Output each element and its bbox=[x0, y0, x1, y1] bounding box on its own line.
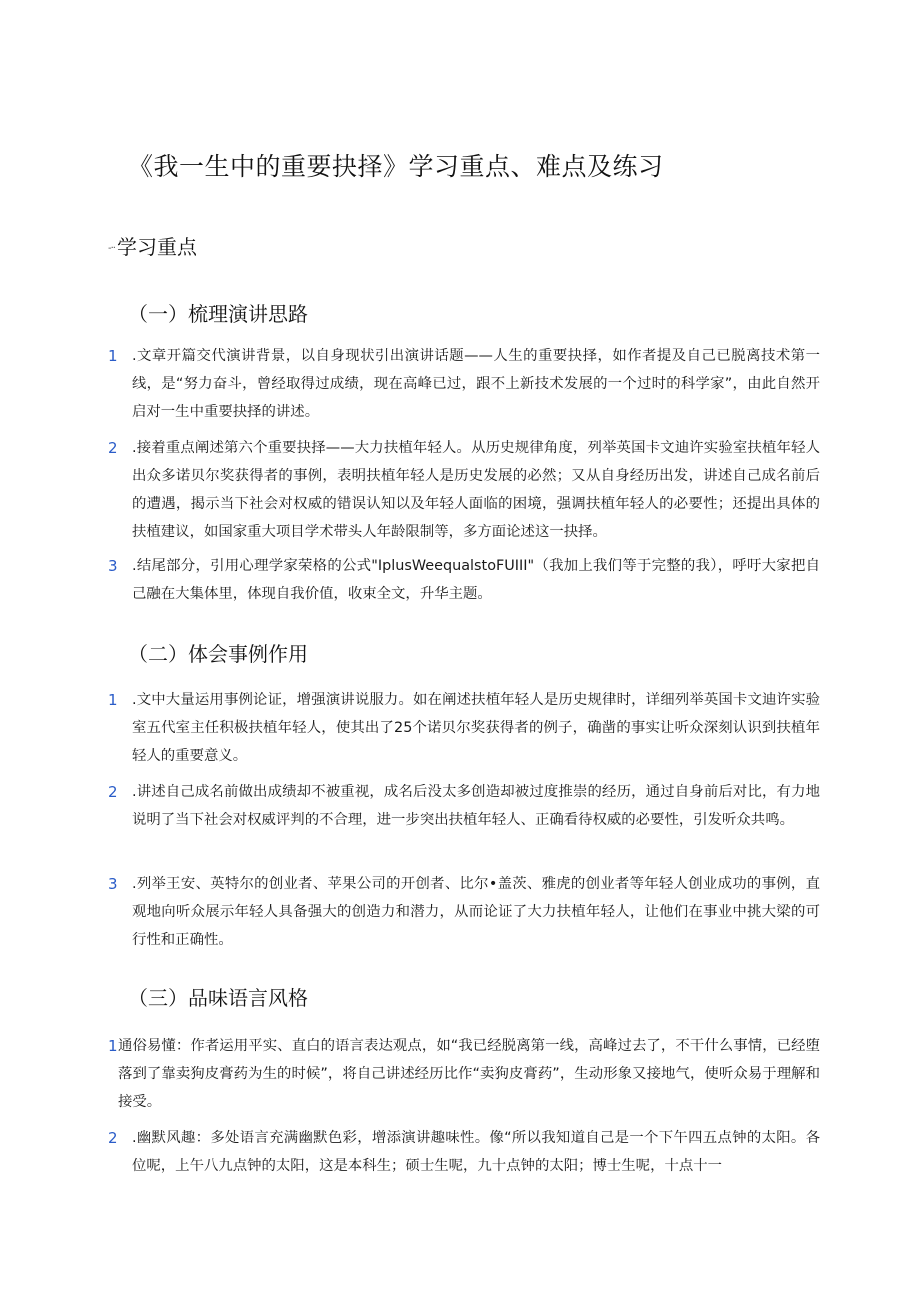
subheading-part-1: （一）梳理演讲思路 bbox=[128, 302, 308, 326]
list-item bbox=[108, 686, 820, 770]
item-text: .幽默风趣：多处语言充满幽默色彩，增添演讲趣味性。像“所以我知道自己是一个下午四五点钟的太阳。各位呢，上午八九点钟的太阳，这是本科生；硕士生呢，九十点钟的太阳；博士生呢，十点十一 bbox=[132, 1130, 820, 1174]
section-heading-text: 学习重点 bbox=[116, 235, 197, 259]
list-item bbox=[108, 342, 820, 426]
item-number: 3 bbox=[108, 557, 118, 575]
item-text: .讲述自己成名前做出成绩却不被重视，成名后没太多创造却被过度推崇的经历，通过自身前后对比，有力地说明了当下社会对权威评判的不合理，进一步突出扶植年轻人、正确看待权威的必要性，引发听众共鸣。 bbox=[132, 784, 820, 828]
item-number: 2 bbox=[108, 439, 118, 457]
subheading-part-2: （二）体会事例作用 bbox=[128, 642, 308, 666]
item-text: 通俗易懂：作者运用平实、直白的语言表达观点，如“我已经脱离第一线，高峰过去了，不干什么事情，已经堕落到了靠卖狗皮膏药为生的时候”，将自己讲述经历比作“卖狗皮膏药”，生动形象又接地气，使听众易于理解和接受。 bbox=[118, 1038, 820, 1110]
section-heading-key-points bbox=[108, 233, 197, 263]
list-item bbox=[108, 1032, 820, 1116]
list-item bbox=[108, 1124, 820, 1180]
item-text: .文章开篇交代演讲背景，以自身现状引出演讲话题——人生的重要抉择，如作者提及自己已脱离技术第一线，是“努力奋斗，曾经取得过成绩，现在高峰已过，跟不上新技术发展的一个过时的科学家”，由此自然开启对一生中重要抉择的讲述。 bbox=[132, 348, 820, 420]
item-number: 3 bbox=[108, 875, 118, 893]
item-text: .接着重点阐述第六个重要抉择——大力扶植年轻人。从历史规律角度，列举英国卡文迪许实验室扶植年轻人出众多诺贝尔奖获得者的事例，表明扶植年轻人是历史发展的必然；又从自身经历出发，讲述自己成名前后的遭遇，揭示当下社会对权威的错误认知以及年轻人面临的困境，强调扶植年轻人的必要性；还提出具体的扶植建议，如国家重大项目学术带头人年龄限制等，多方面论述这一抉择。 bbox=[132, 440, 820, 540]
subheading-part-3: （三）品味语言风格 bbox=[128, 986, 308, 1010]
item-text: .结尾部分，引用心理学家荣格的公式"IplusWeequalstoFUIII"（我加上我们等于完整的我），呼吁大家把自己融在大集体里，体现自我价值，收束全文，升华主题。 bbox=[132, 558, 820, 602]
item-number: 2 bbox=[108, 783, 118, 801]
document-title: 《我一生中的重要抉择》学习重点、难点及练习 bbox=[128, 152, 664, 181]
list-item bbox=[108, 434, 820, 546]
list-item bbox=[108, 870, 820, 954]
item-number: 1 bbox=[108, 1037, 118, 1055]
section-marker: -·· bbox=[108, 242, 115, 254]
item-text: .文中大量运用事例论证，增强演讲说服力。如在阐述扶植年轻人是历史规律时，详细列举英国卡文迪许实验室五代室主任积极扶植年轻人，使其出了25个诺贝尔奖获得者的例子，确凿的事实让听众深刻认识到扶植年轻人的重要意义。 bbox=[132, 692, 820, 764]
list-item bbox=[108, 552, 820, 608]
item-number: 2 bbox=[108, 1129, 118, 1147]
item-text: .列举王安、英特尔的创业者、苹果公司的开创者、比尔•盖茨、雅虎的创业者等年轻人创业成功的事例，直观地向听众展示年轻人具备强大的创造力和潜力，从而论证了大力扶植年轻人，让他们在事业中挑大梁的可行性和正确性。 bbox=[132, 876, 820, 948]
list-item bbox=[108, 778, 820, 834]
item-number: 1 bbox=[108, 347, 118, 365]
item-number: 1 bbox=[108, 691, 118, 709]
